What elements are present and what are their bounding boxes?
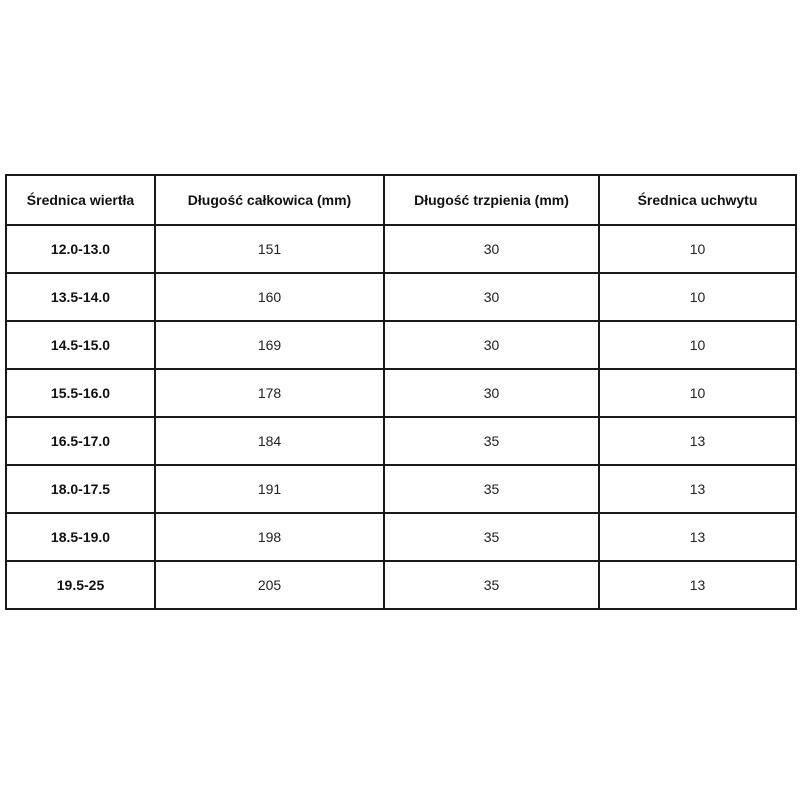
cell-shank-diameter: 10 bbox=[599, 225, 796, 273]
cell-drill-diameter: 13.5-14.0 bbox=[6, 273, 155, 321]
cell-drill-diameter: 18.5-19.0 bbox=[6, 513, 155, 561]
table-row bbox=[6, 225, 796, 273]
cell-drill-diameter: 15.5-16.0 bbox=[6, 369, 155, 417]
cell-shank-length: 35 bbox=[384, 561, 599, 609]
cell-shank-length: 35 bbox=[384, 513, 599, 561]
cell-total-length: 169 bbox=[155, 321, 384, 369]
cell-shank-length: 35 bbox=[384, 465, 599, 513]
drill-spec-table bbox=[5, 174, 797, 610]
cell-shank-diameter: 10 bbox=[599, 369, 796, 417]
cell-shank-length: 30 bbox=[384, 273, 599, 321]
cell-total-length: 151 bbox=[155, 225, 384, 273]
header-shank-length: Długość trzpienia (mm) bbox=[384, 175, 599, 225]
cell-drill-diameter: 12.0-13.0 bbox=[6, 225, 155, 273]
table-row bbox=[6, 465, 796, 513]
cell-total-length: 205 bbox=[155, 561, 384, 609]
cell-shank-length: 30 bbox=[384, 225, 599, 273]
cell-shank-length: 30 bbox=[384, 369, 599, 417]
header-total-length: Długość całkowica (mm) bbox=[155, 175, 384, 225]
table-row bbox=[6, 417, 796, 465]
table-header bbox=[6, 175, 796, 225]
cell-total-length: 160 bbox=[155, 273, 384, 321]
cell-shank-diameter: 10 bbox=[599, 273, 796, 321]
cell-shank-diameter: 13 bbox=[599, 513, 796, 561]
cell-total-length: 178 bbox=[155, 369, 384, 417]
cell-shank-diameter: 13 bbox=[599, 417, 796, 465]
table-row bbox=[6, 513, 796, 561]
table-body bbox=[6, 225, 796, 609]
table-row bbox=[6, 369, 796, 417]
cell-shank-diameter: 13 bbox=[599, 465, 796, 513]
cell-drill-diameter: 19.5-25 bbox=[6, 561, 155, 609]
table-row bbox=[6, 273, 796, 321]
header-shank-diameter: Średnica uchwytu bbox=[599, 175, 796, 225]
header-row bbox=[6, 175, 796, 225]
table-row bbox=[6, 321, 796, 369]
cell-drill-diameter: 16.5-17.0 bbox=[6, 417, 155, 465]
cell-shank-length: 30 bbox=[384, 321, 599, 369]
cell-shank-diameter: 10 bbox=[599, 321, 796, 369]
cell-shank-diameter: 13 bbox=[599, 561, 796, 609]
cell-total-length: 198 bbox=[155, 513, 384, 561]
header-drill-diameter: Średnica wiertła bbox=[6, 175, 155, 225]
cell-shank-length: 35 bbox=[384, 417, 599, 465]
cell-drill-diameter: 14.5-15.0 bbox=[6, 321, 155, 369]
cell-total-length: 184 bbox=[155, 417, 384, 465]
cell-total-length: 191 bbox=[155, 465, 384, 513]
table-row bbox=[6, 561, 796, 609]
cell-drill-diameter: 18.0-17.5 bbox=[6, 465, 155, 513]
